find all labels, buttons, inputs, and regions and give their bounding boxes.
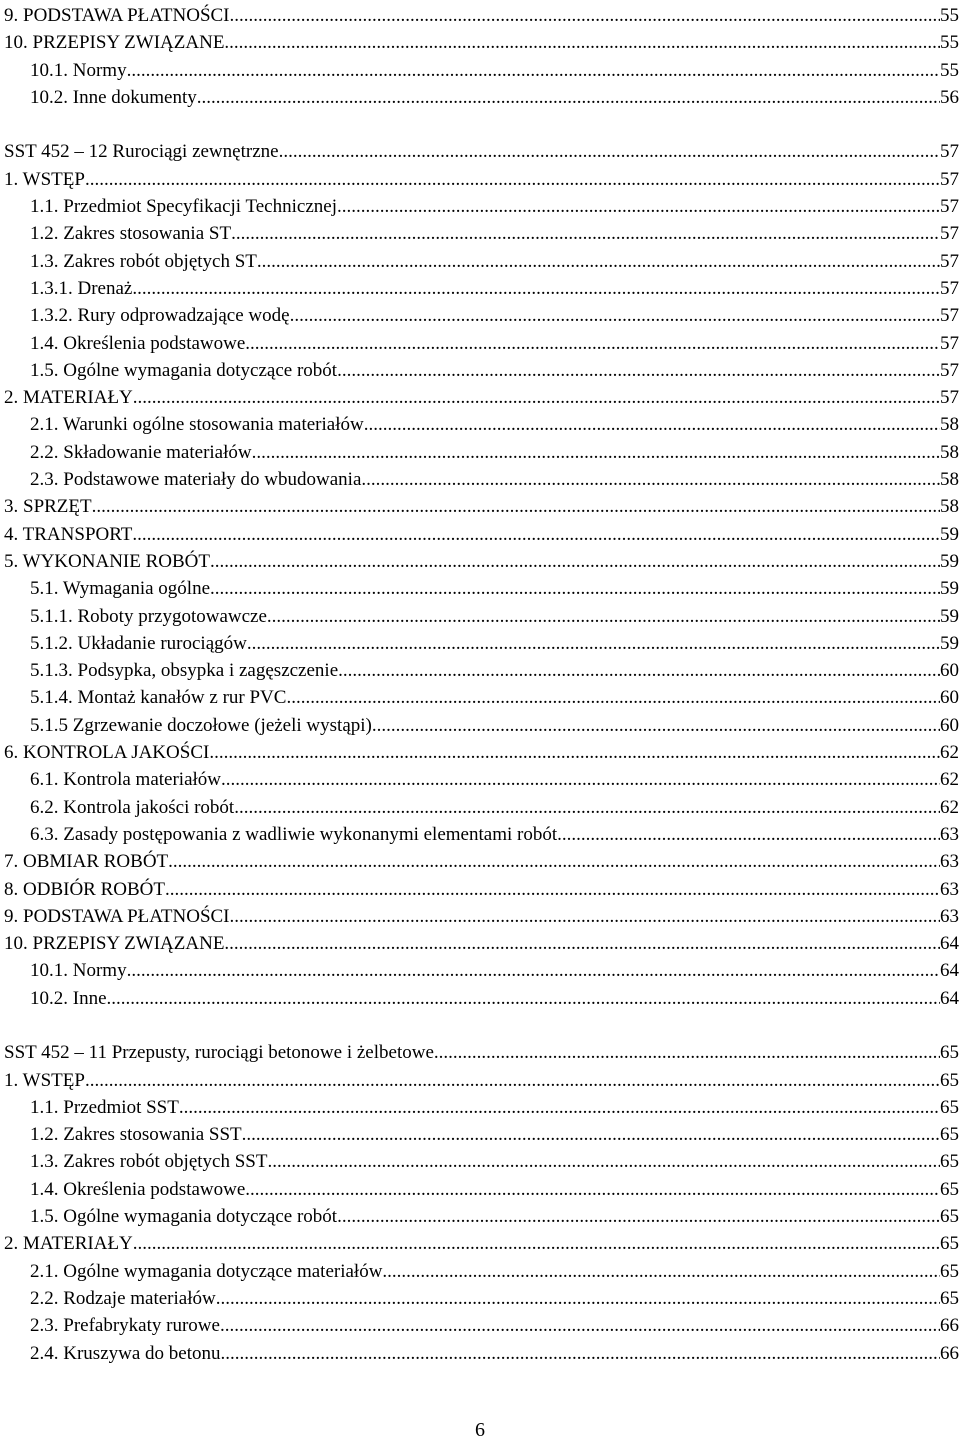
toc-entry <box>4 384 959 411</box>
toc-entry <box>4 930 959 957</box>
toc-leader-dots <box>557 821 940 848</box>
toc-leader-dots <box>338 657 940 684</box>
toc-entry <box>4 575 959 602</box>
toc-entry <box>4 466 959 493</box>
toc-leader-dots <box>242 1121 940 1148</box>
toc-leader-dots <box>224 930 940 957</box>
toc-entry-title: 1.5. Ogólne wymagania dotyczące robót <box>30 1206 338 1228</box>
toc-entry <box>4 548 959 575</box>
toc-entry <box>4 766 959 793</box>
toc-leader-dots <box>230 903 940 930</box>
toc-entry <box>4 248 959 275</box>
toc-entry-title: 4. TRANSPORT <box>4 523 133 545</box>
toc-entry-title: 5.1.5 Zgrzewanie doczołowe (jeżeli wystąpi) <box>30 714 372 736</box>
toc-entry-title: 5.1. Wymagania ogólne <box>30 578 211 600</box>
toc-entry-page: 57 <box>940 196 959 218</box>
toc-entry-page: 57 <box>940 250 959 272</box>
toc-entry-title: SST 452 – 12 Rurociągi zewnętrzne <box>4 141 279 163</box>
toc-entry <box>4 657 959 684</box>
toc-leader-dots <box>132 521 940 548</box>
toc-entry <box>4 1340 959 1367</box>
toc-entry-page: 62 <box>940 796 959 818</box>
toc-entry-page: 64 <box>940 987 959 1009</box>
toc-entry <box>4 876 959 903</box>
toc-leader-dots <box>247 630 940 657</box>
toc-leader-dots <box>337 357 940 384</box>
toc-entry-title: 1.2. Zakres stosowania SST <box>30 1124 242 1146</box>
toc-leader-dots <box>210 548 940 575</box>
toc-entry-page: 65 <box>940 1233 959 1255</box>
table-of-contents <box>4 2 959 1367</box>
toc-entry <box>4 275 959 302</box>
toc-entry-title: 1.3. Zakres robót objętych ST <box>30 250 257 272</box>
toc-entry-title: 2.3. Podstawowe materiały do wbudowania <box>30 469 362 491</box>
toc-entry-title: 5.1.3. Podsypka, obsypka i zagęszczenie <box>30 660 339 682</box>
toc-leader-dots <box>267 603 940 630</box>
toc-entry-page: 66 <box>940 1342 959 1364</box>
toc-entry-page: 57 <box>940 332 959 354</box>
toc-entry <box>4 493 959 520</box>
toc-entry-page: 66 <box>940 1315 959 1337</box>
toc-entry-title: 10.2. Inne dokumenty <box>30 86 197 108</box>
toc-leader-dots <box>372 712 940 739</box>
toc-entry-title: 5. WYKONANIE ROBÓT <box>4 550 210 572</box>
toc-leader-dots <box>337 1203 940 1230</box>
toc-entry <box>4 166 959 193</box>
toc-entry-page: 64 <box>940 933 959 955</box>
toc-entry <box>4 2 959 29</box>
toc-leader-dots <box>127 957 940 984</box>
toc-leader-dots <box>133 384 940 411</box>
toc-entry-title: 2.4. Kruszywa do betonu <box>30 1342 221 1364</box>
toc-leader-dots <box>179 1094 940 1121</box>
toc-leader-dots <box>127 57 940 84</box>
toc-entry-title: 1.1. Przedmiot Specyfikacji Technicznej <box>30 196 337 218</box>
toc-entry-page: 55 <box>940 5 959 26</box>
toc-entry-page: 58 <box>940 414 959 436</box>
toc-leader-dots <box>165 876 940 903</box>
toc-entry-page: 65 <box>940 1042 959 1064</box>
toc-entry-page: 65 <box>940 1096 959 1118</box>
toc-leader-dots <box>290 302 940 329</box>
toc-entry-title: 5.1.4. Montaż kanałów z rur PVC <box>30 687 287 709</box>
toc-entry-page: 60 <box>940 714 959 736</box>
toc-entry-page: 59 <box>940 632 959 654</box>
toc-entry-page: 57 <box>940 359 959 381</box>
toc-entry-page: 65 <box>940 1260 959 1282</box>
toc-entry <box>4 739 959 766</box>
toc-entry <box>4 1285 959 1312</box>
toc-leader-dots <box>257 248 940 275</box>
toc-entry-title: 10.2. Inne <box>30 987 107 1009</box>
toc-entry-title: 10. PRZEPISY ZWIĄZANE <box>4 32 225 54</box>
toc-entry-page: 62 <box>940 742 959 764</box>
toc-entry <box>4 84 959 111</box>
toc-entry-page: 57 <box>940 387 959 409</box>
toc-entry <box>4 1258 959 1285</box>
toc-leader-dots <box>132 275 940 302</box>
toc-entry <box>4 57 959 84</box>
toc-leader-dots <box>382 1258 940 1285</box>
toc-entry <box>4 848 959 875</box>
toc-entry-page: 55 <box>940 59 959 81</box>
toc-entry-title: SST 452 – 11 Przepusty, rurociągi betonowe i żelbetowe <box>4 1042 434 1064</box>
toc-leader-dots <box>92 493 940 520</box>
toc-entry-page: 60 <box>940 660 959 682</box>
toc-entry-page: 59 <box>940 605 959 627</box>
toc-entry <box>4 1067 959 1094</box>
toc-entry-page: 58 <box>940 441 959 463</box>
toc-leader-dots <box>210 575 940 602</box>
toc-entry <box>4 1312 959 1339</box>
toc-entry-page: 57 <box>940 305 959 327</box>
toc-entry-page: 57 <box>940 223 959 245</box>
toc-entry-title: 2.3. Prefabrykaty rurowe <box>30 1315 220 1337</box>
toc-leader-dots <box>245 1176 940 1203</box>
toc-entry <box>4 1203 959 1230</box>
toc-leader-dots <box>197 84 940 111</box>
toc-entry-page: 65 <box>940 1206 959 1228</box>
toc-leader-dots <box>85 1067 940 1094</box>
toc-entry <box>4 29 959 56</box>
toc-entry-page: 59 <box>940 550 959 572</box>
toc-entry-page: 57 <box>940 168 959 190</box>
toc-entry <box>4 330 959 357</box>
toc-entry <box>4 1094 959 1121</box>
toc-entry-page: 58 <box>940 496 959 518</box>
toc-entry-page: 58 <box>940 469 959 491</box>
toc-entry-title: 1.4. Określenia podstawowe <box>30 332 246 354</box>
toc-entry-title: 6.3. Zasady postępowania z wadliwie wykonanymi elementami robót <box>30 823 558 845</box>
toc-entry-title: 9. PODSTAWA PŁATNOŚCI <box>4 5 230 26</box>
toc-entry-title: 2.2. Składowanie materiałów <box>30 441 252 463</box>
toc-entry-page: 63 <box>940 823 959 845</box>
toc-entry-title: 1.2. Zakres stosowania ST <box>30 223 232 245</box>
toc-entry <box>4 712 959 739</box>
toc-entry-title: 5.1.2. Układanie rurociągów <box>30 632 247 654</box>
toc-entry-title: 1. WSTĘP <box>4 1069 85 1091</box>
toc-entry-title: 6.2. Kontrola jakości robót <box>30 796 235 818</box>
toc-leader-dots <box>267 1148 940 1175</box>
toc-entry-title: 1.4. Określenia podstawowe <box>30 1178 246 1200</box>
toc-entry-title: 2.1. Ogólne wymagania dotyczące materiałów <box>30 1260 383 1282</box>
toc-entry-page: 64 <box>940 960 959 982</box>
toc-entry <box>4 821 959 848</box>
toc-entry <box>4 138 959 165</box>
toc-entry-title: 10. PRZEPISY ZWIĄZANE <box>4 933 225 955</box>
toc-entry <box>4 957 959 984</box>
page-number: 6 <box>475 1419 485 1441</box>
toc-entry-page: 65 <box>940 1287 959 1309</box>
toc-leader-dots <box>85 166 940 193</box>
toc-entry-title: 10.1. Normy <box>30 960 127 982</box>
toc-leader-dots <box>221 766 940 793</box>
toc-entry <box>4 1230 959 1257</box>
toc-entry-page: 63 <box>940 905 959 927</box>
toc-leader-dots <box>361 466 940 493</box>
toc-entry-page: 57 <box>940 141 959 163</box>
toc-leader-dots <box>234 794 940 821</box>
toc-entry <box>4 985 959 1012</box>
toc-entry-page: 63 <box>940 878 959 900</box>
toc-entry-title: 2.1. Warunki ogólne stosowania materiałów <box>30 414 364 436</box>
toc-entry-page: 56 <box>940 86 959 108</box>
toc-leader-dots <box>133 1230 940 1257</box>
toc-leader-dots <box>231 220 940 247</box>
toc-entry <box>4 1176 959 1203</box>
toc-leader-dots <box>220 1312 940 1339</box>
toc-entry-page: 65 <box>940 1069 959 1091</box>
toc-entry-title: 6. KONTROLA JAKOŚCI <box>4 742 210 764</box>
toc-entry <box>4 357 959 384</box>
toc-entry <box>4 684 959 711</box>
toc-entry-title: 6.1. Kontrola materiałów <box>30 769 222 791</box>
toc-entry-page: 62 <box>940 769 959 791</box>
toc-entry-title: 3. SPRZĘT <box>4 496 92 518</box>
toc-entry <box>4 193 959 220</box>
toc-entry-title: 8. ODBIÓR ROBÓT <box>4 878 165 900</box>
toc-entry-page: 60 <box>940 687 959 709</box>
toc-leader-dots <box>252 439 940 466</box>
toc-entry-title: 1.3. Zakres robót objętych SST <box>30 1151 268 1173</box>
toc-entry-title: 5.1.1. Roboty przygotowawcze <box>30 605 267 627</box>
toc-entry <box>4 302 959 329</box>
toc-leader-dots <box>230 2 940 29</box>
toc-entry-title: 2. MATERIAŁY <box>4 1233 133 1255</box>
toc-leader-dots <box>286 684 940 711</box>
toc-entry <box>4 439 959 466</box>
toc-leader-dots <box>216 1285 940 1312</box>
toc-entry-title: 1.5. Ogólne wymagania dotyczące robót <box>30 359 338 381</box>
toc-entry-title: 2. MATERIAŁY <box>4 387 133 409</box>
toc-leader-dots <box>224 29 940 56</box>
toc-entry <box>4 1121 959 1148</box>
toc-leader-dots <box>364 411 940 438</box>
toc-entry <box>4 603 959 630</box>
toc-leader-dots <box>434 1039 940 1066</box>
toc-leader-dots <box>168 848 940 875</box>
toc-entry-title: 10.1. Normy <box>30 59 127 81</box>
toc-leader-dots <box>107 985 940 1012</box>
toc-entry-page: 65 <box>940 1178 959 1200</box>
toc-entry-page: 65 <box>940 1151 959 1173</box>
toc-entry-title: 1.3.2. Rury odprowadzające wodę <box>30 305 290 327</box>
toc-entry-title: 2.2. Rodzaje materiałów <box>30 1287 216 1309</box>
toc-entry-title: 1.1. Przedmiot SST <box>30 1096 179 1118</box>
toc-leader-dots <box>221 1340 941 1367</box>
toc-entry-title: 1.3.1. Drenaż <box>30 277 133 299</box>
toc-entry <box>4 903 959 930</box>
toc-entry-page: 59 <box>940 523 959 545</box>
toc-entry <box>4 1148 959 1175</box>
toc-entry-page: 65 <box>940 1124 959 1146</box>
toc-entry <box>4 630 959 657</box>
toc-entry-page: 59 <box>940 578 959 600</box>
toc-entry-title: 1. WSTĘP <box>4 168 85 190</box>
toc-entry <box>4 794 959 821</box>
toc-entry <box>4 1039 959 1066</box>
toc-leader-dots <box>279 138 940 165</box>
toc-entry <box>4 411 959 438</box>
toc-leader-dots <box>209 739 940 766</box>
toc-leader-dots <box>245 330 940 357</box>
toc-entry-page: 55 <box>940 32 959 54</box>
toc-entry <box>4 220 959 247</box>
toc-leader-dots <box>337 193 940 220</box>
toc-entry-title: 9. PODSTAWA PŁATNOŚCI <box>4 905 230 927</box>
toc-entry-page: 57 <box>940 277 959 299</box>
toc-entry <box>4 521 959 548</box>
toc-entry-title: 7. OBMIAR ROBÓT <box>4 851 169 873</box>
toc-entry-page: 63 <box>940 851 959 873</box>
